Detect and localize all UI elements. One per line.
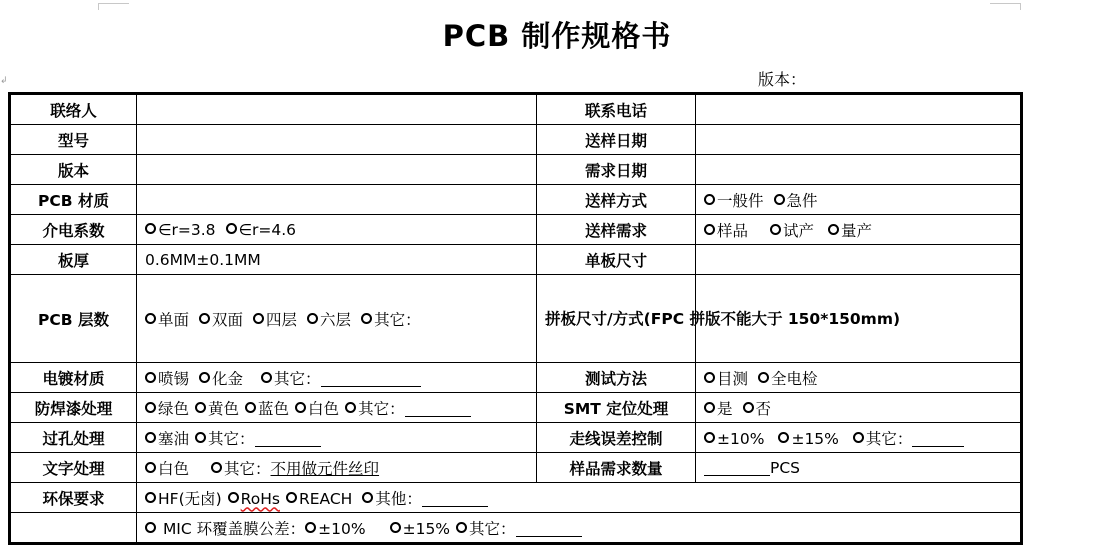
- bullet-icon: [145, 522, 156, 533]
- sample-qty-field: [696, 453, 1022, 483]
- bullet-icon: [245, 402, 256, 413]
- table-row: [10, 513, 1022, 544]
- bullet-icon: [199, 313, 210, 324]
- option-layers-other[interactable]: 其它：: [361, 308, 421, 330]
- bullet-icon: [145, 492, 156, 503]
- bullet-icon: [261, 372, 272, 383]
- silkscreen-options: [137, 453, 537, 483]
- bullet-icon: [145, 462, 156, 473]
- option-normal[interactable]: 一般件: [704, 189, 764, 211]
- version-row-label: 版本: [10, 155, 137, 185]
- option-plating-other[interactable]: 其它：: [261, 367, 421, 389]
- contact-label: 联络人: [10, 94, 137, 125]
- table-row: [10, 423, 1022, 453]
- trace-tolerance-label: 走线误差控制: [537, 423, 696, 453]
- option-silk-white[interactable]: 白色: [145, 457, 189, 479]
- version-label: 版本：: [758, 70, 807, 89]
- option-enig[interactable]: 化金: [199, 367, 243, 389]
- option-six[interactable]: 六层: [307, 308, 351, 330]
- bullet-icon: [145, 432, 156, 443]
- fill-line[interactable]: [405, 399, 471, 417]
- via-label: 过孔处理: [10, 423, 137, 453]
- option-yellow[interactable]: 黄色: [195, 397, 239, 419]
- fill-line[interactable]: [422, 489, 488, 507]
- bullet-icon: [704, 224, 715, 235]
- thickness-label: 板厚: [10, 245, 137, 275]
- option-env-other[interactable]: 其他：: [362, 487, 488, 509]
- option-visual[interactable]: 目测: [704, 367, 748, 389]
- bullet-icon: [295, 402, 306, 413]
- table-row: [10, 125, 1022, 155]
- document-title: PCB 制作规格书: [442, 19, 672, 53]
- bullet-icon: [361, 313, 372, 324]
- option-yes[interactable]: 是: [704, 397, 733, 419]
- bullet-icon: [704, 402, 715, 413]
- bullet-icon: [704, 372, 715, 383]
- phone-label: 联系电话: [537, 94, 696, 125]
- option-blue[interactable]: 蓝色: [245, 397, 289, 419]
- table-row: [10, 215, 1022, 245]
- smt-options: [696, 393, 1022, 423]
- option-dk-4-6[interactable]: ∈r=4.6: [226, 221, 297, 239]
- bullet-icon: [770, 224, 781, 235]
- option-double[interactable]: 双面: [199, 308, 243, 330]
- solder-mask-options: [137, 393, 537, 423]
- sample-need-label: 送样需求: [537, 215, 696, 245]
- silkscreen-label: 文字处理: [10, 453, 137, 483]
- table-row: [10, 155, 1022, 185]
- bullet-icon: [307, 313, 318, 324]
- bullet-icon: [758, 372, 769, 383]
- fill-line[interactable]: [321, 369, 421, 387]
- panel-size-label: 拼板尺寸/方式(FPC 拼版不能大于 150*150mm): [537, 275, 696, 363]
- option-silk-other[interactable]: 其它：不用做元件丝印: [211, 457, 379, 479]
- table-row: [10, 393, 1022, 423]
- bullet-icon: [199, 372, 210, 383]
- option-plug[interactable]: 塞油: [145, 427, 189, 449]
- option-four[interactable]: 四层: [253, 308, 297, 330]
- layers-options: [137, 275, 537, 363]
- material-label: PCB 材质: [10, 185, 137, 215]
- test-method-options: [696, 363, 1022, 393]
- layers-label: PCB 层数: [10, 275, 137, 363]
- silkscreen-other-value[interactable]: 不用做元件丝印: [270, 459, 380, 478]
- table-row: [10, 245, 1022, 275]
- smt-label: SMT 定位处理: [537, 393, 696, 423]
- option-15pct[interactable]: ±15%: [778, 430, 838, 448]
- option-dk-3-8[interactable]: ∈r=3.8: [145, 221, 216, 239]
- plating-options: [137, 363, 537, 393]
- via-options: [137, 423, 537, 453]
- bullet-icon: [145, 372, 156, 383]
- plating-label: 电镀材质: [10, 363, 137, 393]
- option-via-other[interactable]: 其它：: [195, 427, 321, 449]
- bullet-icon: [774, 194, 785, 205]
- model-field[interactable]: [137, 125, 537, 155]
- option-mass[interactable]: 量产: [828, 219, 872, 241]
- table-row: [10, 185, 1022, 215]
- option-no[interactable]: 否: [743, 397, 772, 419]
- bullet-icon: [145, 223, 156, 234]
- bullet-icon: [390, 522, 401, 533]
- bullet-icon: [305, 522, 316, 533]
- board-size-field[interactable]: [696, 245, 1022, 275]
- bullet-icon: [286, 492, 297, 503]
- bullet-icon: [145, 313, 156, 324]
- option-white[interactable]: 白色: [295, 397, 339, 419]
- bullet-icon: [743, 402, 754, 413]
- mic-label: [10, 513, 137, 544]
- phone-field[interactable]: [696, 94, 1022, 125]
- required-date-label: 需求日期: [537, 155, 696, 185]
- table-row: [10, 363, 1022, 393]
- table-row: [10, 483, 1022, 513]
- option-green[interactable]: 绿色: [145, 397, 189, 419]
- bullet-icon: [345, 402, 356, 413]
- delivery-method-options: [696, 185, 1022, 215]
- solder-mask-label: 防焊漆处理: [10, 393, 137, 423]
- sample-qty-label: 样品需求数量: [537, 453, 696, 483]
- delivery-method-label: 送样方式: [537, 185, 696, 215]
- version-field[interactable]: [137, 155, 537, 185]
- option-hf[interactable]: HF(无卤): [145, 487, 222, 509]
- required-date-field[interactable]: [696, 155, 1022, 185]
- bullet-icon: [778, 432, 789, 443]
- page-corner-mark-right: [990, 3, 1021, 10]
- option-mic-other[interactable]: 其它：: [456, 517, 582, 539]
- option-mic-10[interactable]: ±10%: [305, 520, 365, 538]
- option-trial[interactable]: 试产: [770, 219, 814, 241]
- dielectric-label: 介电系数: [10, 215, 137, 245]
- bullet-icon: [362, 492, 373, 503]
- qty-unit: PCS: [770, 459, 801, 477]
- contact-field[interactable]: [137, 94, 537, 125]
- table-row: [10, 94, 1022, 125]
- board-size-label: 单板尺寸: [537, 245, 696, 275]
- bullet-icon: [853, 432, 864, 443]
- table-row: [10, 453, 1022, 483]
- spec-table: [8, 92, 1023, 545]
- material-field[interactable]: [137, 185, 537, 215]
- bullet-icon: [145, 402, 156, 413]
- option-electrical[interactable]: 全电检: [758, 367, 818, 389]
- fill-line[interactable]: [255, 429, 321, 447]
- bullet-icon: [226, 223, 237, 234]
- option-single[interactable]: 单面: [145, 308, 189, 330]
- bullet-icon: [228, 492, 239, 503]
- sample-need-options: [696, 215, 1022, 245]
- option-sample[interactable]: 样品: [704, 219, 748, 241]
- bullet-icon: [456, 522, 467, 533]
- bullet-icon: [704, 432, 715, 443]
- option-tolerance-other[interactable]: 其它：: [853, 427, 965, 449]
- bullet-icon: [828, 224, 839, 235]
- qty-fill-line[interactable]: [704, 458, 770, 476]
- fill-line[interactable]: [912, 429, 964, 447]
- mic-text: MIC 环覆盖膜公差：: [162, 519, 306, 538]
- environment-label: 环保要求: [10, 483, 137, 513]
- sample-date-field[interactable]: [696, 125, 1022, 155]
- bullet-icon: [253, 313, 264, 324]
- dielectric-options: [137, 215, 537, 245]
- environment-options: [137, 483, 1022, 513]
- bullet-icon: [211, 462, 222, 473]
- bullet-icon: [704, 194, 715, 205]
- fill-line[interactable]: [516, 519, 582, 537]
- bullet-icon: [195, 432, 206, 443]
- thickness-value[interactable]: 0.6MM±0.1MM: [137, 245, 537, 275]
- mic-options: [137, 513, 1022, 544]
- option-urgent[interactable]: 急件: [774, 189, 818, 211]
- table-row: [10, 275, 1022, 363]
- test-method-label: 测试方法: [537, 363, 696, 393]
- option-mask-other[interactable]: 其它：: [345, 397, 471, 419]
- page-corner-mark-left: [98, 3, 129, 10]
- paragraph-arrow-icon: ↲: [0, 76, 8, 86]
- option-hasl[interactable]: 喷锡: [145, 367, 189, 389]
- sample-date-label: 送样日期: [537, 125, 696, 155]
- bullet-icon: [195, 402, 206, 413]
- option-rohs[interactable]: RoHs: [228, 490, 280, 508]
- option-reach[interactable]: REACH: [286, 490, 352, 508]
- option-10pct[interactable]: ±10%: [704, 430, 764, 448]
- model-label: 型号: [10, 125, 137, 155]
- trace-tolerance-options: [696, 423, 1022, 453]
- option-mic-15[interactable]: ±15%: [390, 520, 450, 538]
